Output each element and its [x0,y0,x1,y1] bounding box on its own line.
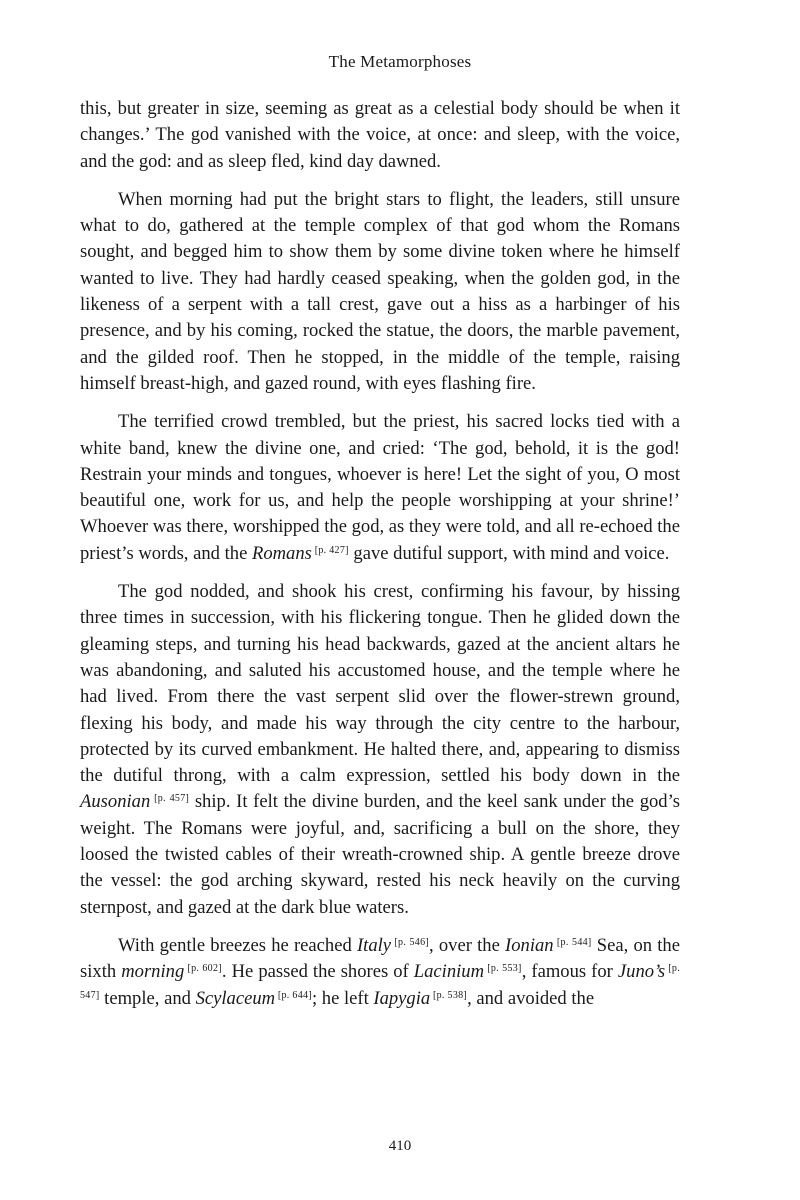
text-run: gave dutiful support, with mind and voice. [348,542,670,564]
page-reference[interactable]: [p. 546] [391,936,430,948]
page-reference[interactable]: [p. 602] [184,963,222,975]
glossary-term[interactable]: Romans [251,542,312,564]
paragraph [80,96,680,175]
text-run: The god nodded, and shook his crest, confirming his favour, by hissing three times in succession, with his flickering tongue. Then he glided down the gleaming steps, and turning his head backwards, gazed at the ancient altars he was abandoning, and saluted his accustomed house, and the temple where he had lived. From there the vast serpent slid over the flower-strewn ground, flexing his body, and made his way through the city centre to the harbour, protected by its curved embankment. He halted there, and, appearing to dismiss the dutiful throng, with a calm expression, settled his body down in the [80,581,680,787]
text-run: When morning had put the bright stars to flight, the leaders, still unsure what to do, gathered at the temple complex of that god whom the Romans sought, and begged him to show them by some divine token where he himself wanted to live. They had hardly ceased speaking, when the golden god, in the likeness of a serpent with a tall crest, gave out a hiss as a harbinger of his presence, and by his coming, rocked the statue, the doors, the marble pavement, and the gilded roof. Then he stopped, in the middle of the temple, raising himself breast-high, and gazed round, with eyes flashing fire. [80,188,680,394]
glossary-term[interactable]: Iapygia [373,987,431,1009]
text-run: . He passed the shores of [221,961,414,983]
page-reference[interactable]: [p. 538] [430,989,468,1001]
glossary-term[interactable]: Ionian [505,934,554,956]
paragraph [80,409,680,567]
page-reference[interactable]: [p. 457] [150,793,190,805]
text-run: ; he left [311,987,374,1009]
text-run: , over the [429,934,506,956]
text-run: With gentle breezes he reached [118,934,357,956]
page-number: 410 [388,1138,412,1154]
text-run: , and avoided the [467,987,595,1009]
page-reference[interactable]: [p. 644] [275,989,312,1001]
body-text [80,96,680,1024]
text-run: The terrified crowd trembled, but the priest, his sacred locks tied with a white band, knew the divine one, and cried: ‘The god, behold, it is the god! Restrain your minds and tongues, whoever is here! Let the sight of you, O most beautiful one, work for us, and help the people worshipping at your shrine!’ Whoever was there, worshipped the god, as they were told, and all re-echoed the priest’s words, and the [80,411,680,564]
paragraph [80,187,680,397]
text-run: , famous for [521,961,618,983]
text-run: this, but greater in size, seeming as great as a celestial body should be when it changes.’ The god vanished with the voice, at once: and sleep, with the voice, and the god: and as sleep fled, kind day dawned. [80,98,680,172]
running-head: The Metamorphoses [328,52,472,71]
page-reference[interactable]: [p. 544] [553,936,592,948]
text-run: ship. It felt the divine burden, and the keel sank under the god’s weight. The Romans were joyful, and, sacrificing a bull on the shore, they loosed the twisted cables of their wreath-crowned ship. A gentle breeze drove the vessel: the god arching skyward, rested his neck heavily on the curving sternpost, and gazed at the dark blue waters. [80,791,680,918]
glossary-term[interactable]: Lacinium [413,961,485,983]
page-reference[interactable]: [p. 547] [80,963,681,1001]
glossary-term[interactable]: morning [121,961,185,983]
text-run: Sea, on the sixth [80,934,680,983]
page-reference[interactable]: [p. 427] [311,544,349,556]
glossary-term[interactable]: Ausonian [80,791,151,813]
text-run: temple, and [99,987,196,1009]
glossary-term[interactable]: Juno’s [617,961,666,983]
page-reference[interactable]: [p. 553] [484,963,522,975]
paragraph [80,933,680,1012]
paragraph [80,579,680,921]
glossary-term[interactable]: Scylaceum [195,987,276,1009]
glossary-term[interactable]: Italy [356,934,392,956]
